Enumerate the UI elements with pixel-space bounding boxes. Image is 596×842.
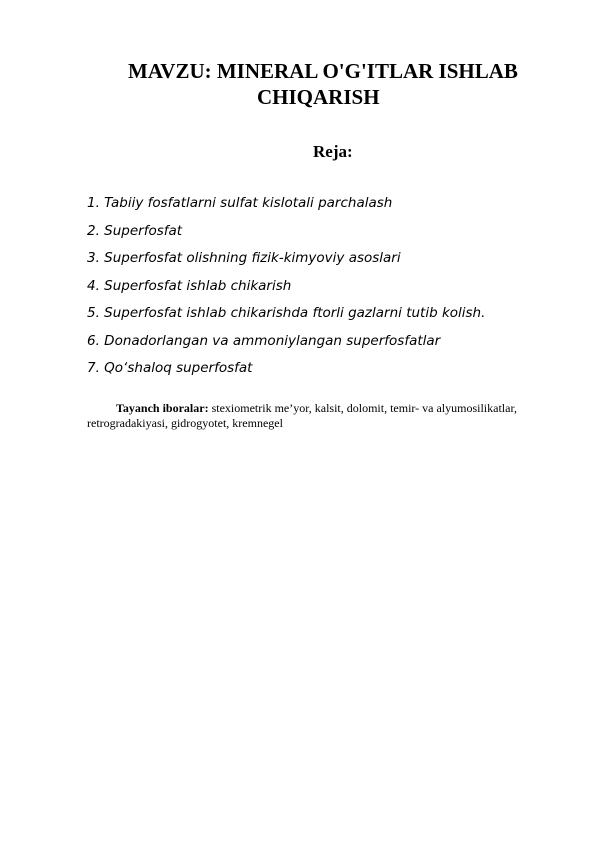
keywords-text: stexiometrik me’yor, kalsit, dolomit, temir- va alyumosilikatlar, retrogradakiyasi, gidrogyotet, kremnegel <box>87 401 517 430</box>
plan-list <box>87 190 485 383</box>
keywords-label: Tayanch iboralar: <box>116 401 209 415</box>
plan-heading: Reja: <box>313 142 353 161</box>
page-title <box>86 58 586 110</box>
plan-item: 7. Qo‘shaloq superfosfat <box>87 360 253 376</box>
keywords-paragraph <box>87 401 517 431</box>
title-line-2: CHIQARISH <box>257 85 380 109</box>
plan-item: 1. Tabiiy fosfatlarni sulfat kislotali parchalash <box>87 195 393 211</box>
plan-item: 4. Superfosfat ishlab chikarish <box>87 277 292 294</box>
plan-item: 5. Superfosfat ishlab chikarishda ftorli gazlarni tutib kolish. <box>87 305 486 321</box>
title-line-1: MAVZU: MINERAL O'G'ITLAR ISHLAB <box>128 59 518 83</box>
plan-item: 2. Superfosfat <box>87 222 183 239</box>
plan-item: 6. Donadorlangan va ammoniylangan superfosfatlar <box>87 332 441 349</box>
plan-item: 3. Superfosfat olishning fizik-kimyoviy asoslari <box>87 250 401 266</box>
